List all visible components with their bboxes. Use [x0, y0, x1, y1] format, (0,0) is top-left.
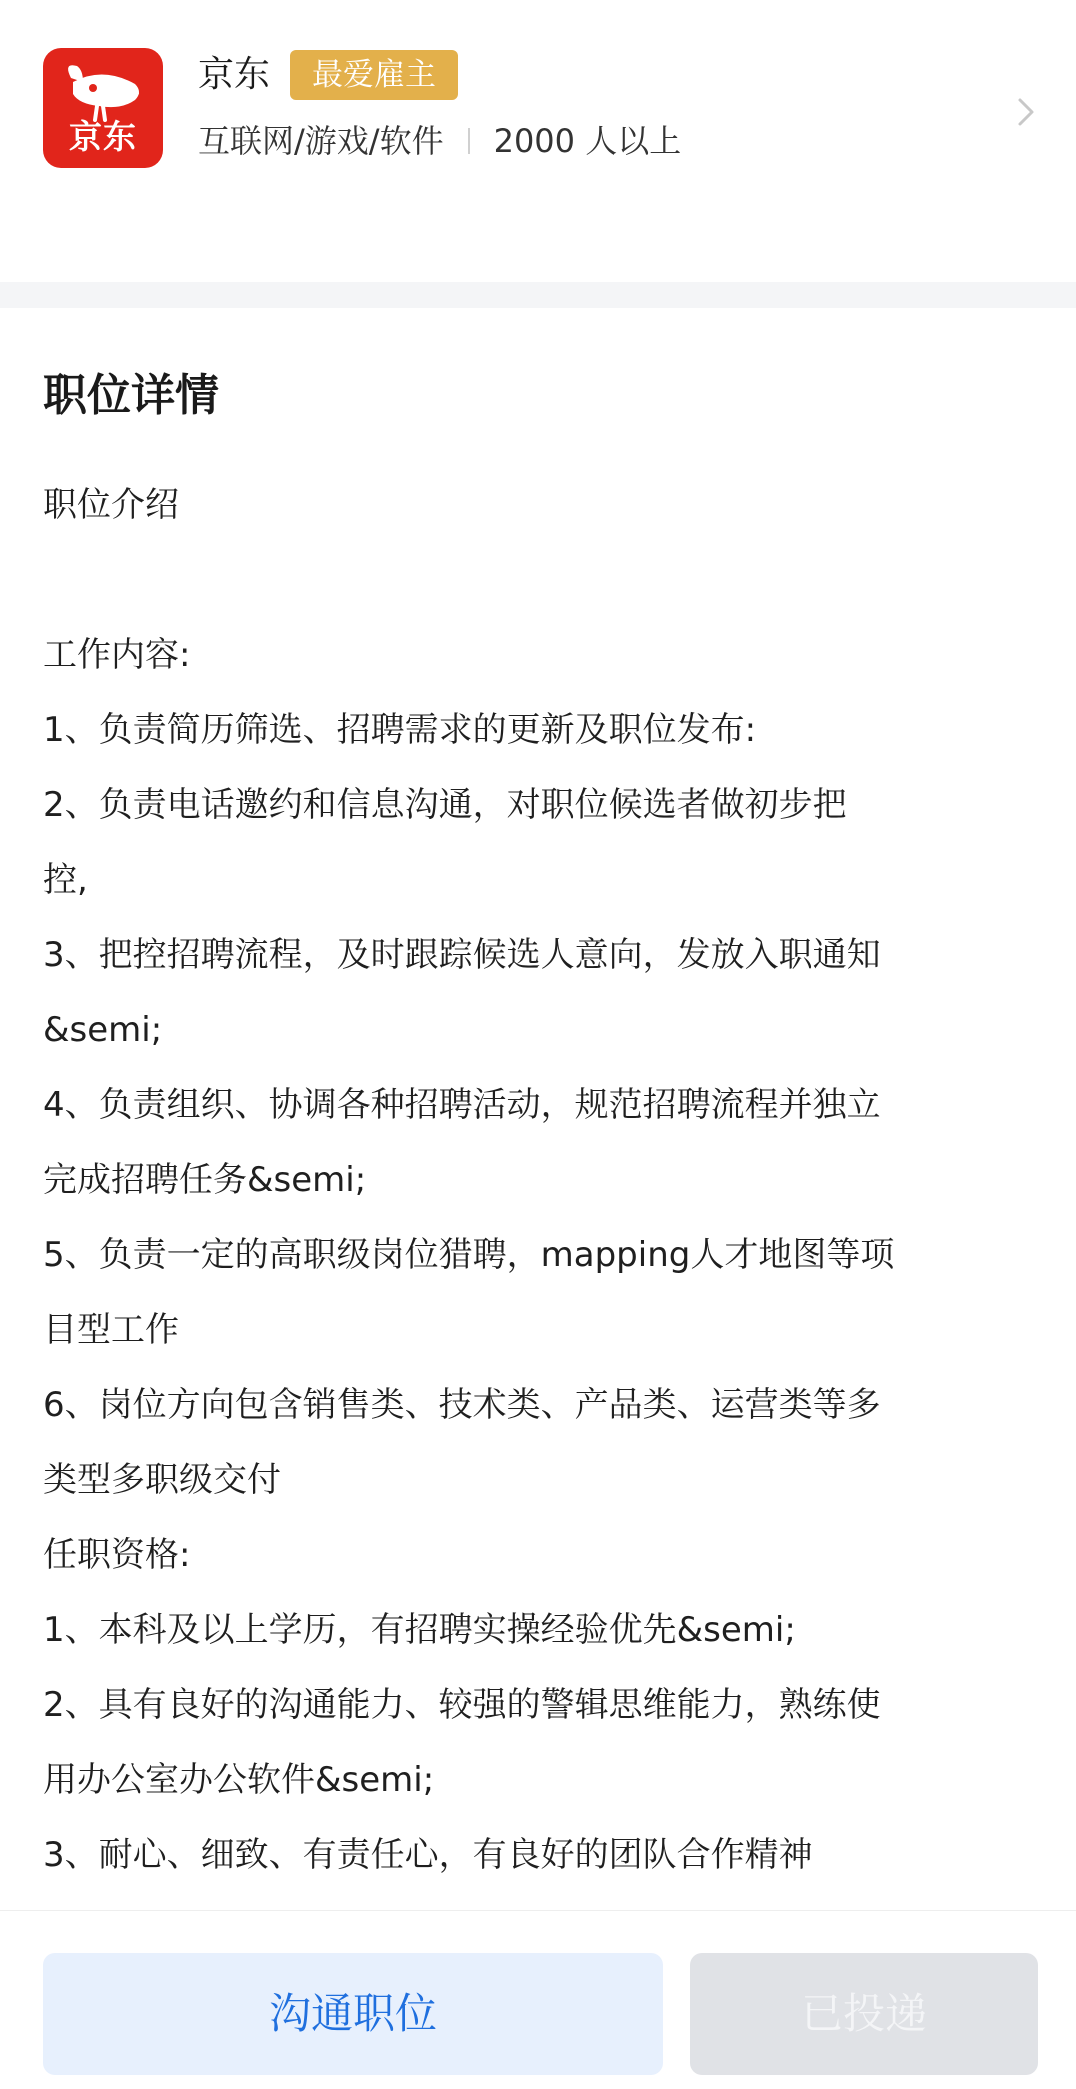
- description-line: 控,: [43, 860, 88, 900]
- chevron-right-icon[interactable]: [1012, 92, 1040, 132]
- chat-about-job-button[interactable]: 沟通职位: [43, 1953, 663, 2075]
- description-line: 目型工作: [43, 1310, 179, 1350]
- description-line: 4、负责组织、协调各种招聘活动，规范招聘流程并独立: [43, 1085, 881, 1125]
- description-line: &semi;: [43, 1010, 163, 1050]
- description-line: 职位介绍: [43, 485, 179, 525]
- description-line: 6、岗位方向包含销售类、技术类、产品类、运营类等多: [43, 1385, 881, 1425]
- section-title-job-detail: 职位详情: [43, 370, 219, 421]
- section-divider: [0, 282, 1076, 308]
- description-line: 2、负责电话邀约和信息沟通，对职位候选者做初步把: [43, 785, 847, 825]
- description-line: 3、耐心、细致、有责任心，有良好的团队合作精神: [43, 1835, 813, 1875]
- company-card[interactable]: [0, 0, 1076, 282]
- description-line: 类型多职级交付: [43, 1460, 281, 1500]
- description-line: 工作内容:: [43, 635, 191, 675]
- company-meta: [198, 116, 681, 166]
- description-line: 任职资格:: [43, 1535, 191, 1575]
- description-line: 1、负责简历筛选、招聘需求的更新及职位发布:: [43, 710, 757, 750]
- logo-text: 京东: [69, 117, 137, 156]
- job-description: [43, 468, 1043, 1893]
- description-line: 1、本科及以上学历，有招聘实操经验优先&semi;: [43, 1610, 796, 1650]
- employer-badge: 最爱雇主: [290, 50, 458, 100]
- description-line: 用办公室办公软件&semi;: [43, 1760, 435, 1800]
- bottom-action-bar: [0, 1910, 1076, 2089]
- description-line: 2、具有良好的沟通能力、较强的警辑思维能力，熟练使: [43, 1685, 881, 1725]
- meta-separator: [468, 128, 470, 154]
- company-name: 京东: [198, 54, 271, 95]
- description-line: 完成招聘任务&semi;: [43, 1160, 367, 1200]
- company-industry: 互联网/游戏/软件: [198, 122, 444, 160]
- company-size: 2000 人以上: [493, 122, 682, 160]
- description-line: [43, 543, 1043, 618]
- description-line: 3、把控招聘流程，及时跟踪候选人意向，发放入职通知: [43, 935, 881, 975]
- description-line: 5、负责一定的高职级岗位猎聘，mapping人才地图等项: [43, 1235, 895, 1275]
- applied-button[interactable]: 已投递: [690, 1953, 1038, 2075]
- company-logo: [43, 48, 163, 168]
